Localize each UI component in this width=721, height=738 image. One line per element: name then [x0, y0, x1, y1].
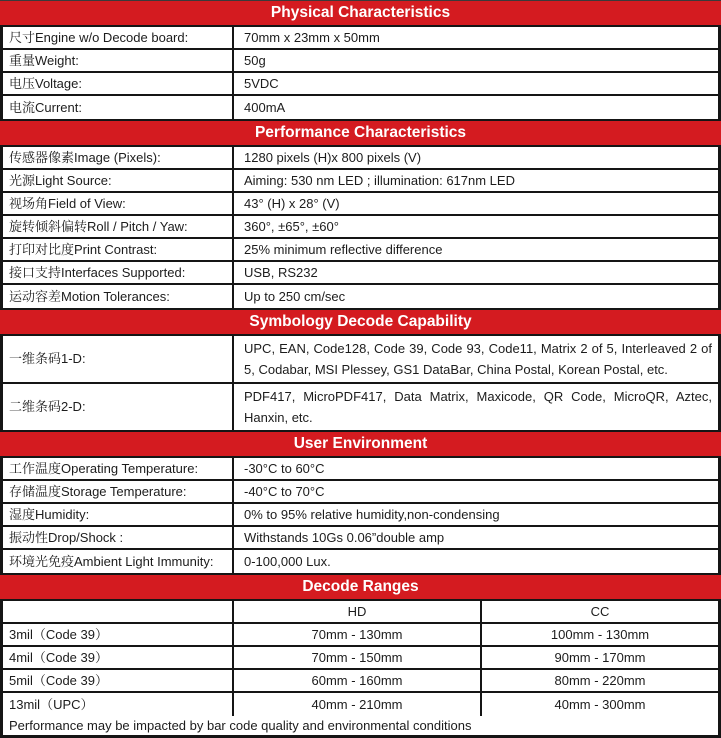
row-value: 25% minimum reflective difference	[232, 239, 718, 260]
section-header-symbology-decode-capability: Symbology Decode Capability	[0, 308, 721, 336]
row-value: 360°, ±65°, ±60°	[232, 216, 718, 237]
row-value: 0% to 95% relative humidity,non-condensing	[232, 504, 718, 525]
table-row	[3, 96, 718, 119]
row-label: 振动性Drop/Shock :	[9, 529, 124, 545]
row-label: 旋转倾斜偏转Roll / Pitch / Yaw:	[9, 218, 188, 234]
section-environment-rows	[0, 458, 721, 573]
row-label: 尺寸Engine w/o Decode board:	[9, 29, 189, 45]
row-value: 400mA	[232, 96, 718, 119]
table-row	[3, 550, 718, 573]
row-value: UPC, EAN, Code128, Code 39, Code 93, Code11, Matrix 2 of 5, Interleaved 2 of 5, Codabar, MSI Plessey, GS1 DataBar, China Postal, Korean Postal, etc.	[232, 336, 718, 382]
row-label: 13mil（UPC）	[9, 696, 94, 712]
decode-ranges-table	[0, 601, 721, 716]
row-label: 接口支持Interfaces Supported:	[9, 264, 186, 280]
row-value: -40°C to 70°C	[232, 481, 718, 502]
row-label: 一维条码1-D:	[9, 351, 86, 366]
table-row	[3, 647, 718, 670]
row-label: 工作温度Operating Temperature:	[9, 460, 199, 476]
table-row	[3, 239, 718, 262]
decode-cc-value: 90mm - 170mm	[480, 647, 718, 668]
table-row	[3, 336, 718, 384]
decode-cc-value: 40mm - 300mm	[480, 693, 718, 716]
row-value: 70mm x 23mm x 50mm	[232, 27, 718, 48]
table-row	[3, 481, 718, 504]
table-row	[3, 193, 718, 216]
decode-col-header-hd: HD	[232, 601, 480, 622]
row-value: Up to 250 cm/sec	[232, 285, 718, 308]
row-value: USB, RS232	[232, 262, 718, 283]
table-row	[3, 504, 718, 527]
table-row	[3, 670, 718, 693]
decode-hd-value: 60mm - 160mm	[232, 670, 480, 691]
row-value: 50g	[232, 50, 718, 71]
table-row	[3, 693, 718, 716]
row-label: 4mil（Code 39）	[9, 649, 108, 665]
row-value: 43° (H) x 28° (V)	[232, 193, 718, 214]
decode-hd-value: 40mm - 210mm	[232, 693, 480, 716]
section-header-user-environment: User Environment	[0, 430, 721, 458]
row-value: PDF417, MicroPDF417, Data Matrix, Maxicode, QR Code, MicroQR, Aztec, Hanxin, etc.	[232, 384, 718, 430]
row-label: 电压Voltage:	[9, 75, 82, 91]
row-value: 5VDC	[232, 73, 718, 94]
row-value: Withstands 10Gs 0.06”double amp	[232, 527, 718, 548]
decode-cc-value: 80mm - 220mm	[480, 670, 718, 691]
table-row	[3, 527, 718, 550]
section-header-performance-characteristics: Performance Characteristics	[0, 119, 721, 147]
section-symbology-rows	[0, 336, 721, 430]
table-row	[3, 285, 718, 308]
row-label: 重量Weight:	[9, 52, 79, 68]
row-label: 打印对比度Print Contrast:	[9, 241, 158, 257]
table-row	[3, 50, 718, 73]
table-row	[3, 458, 718, 481]
row-label: 湿度Humidity:	[9, 506, 90, 522]
decode-hd-value: 70mm - 150mm	[232, 647, 480, 668]
row-label: 存储温度Storage Temperature:	[9, 483, 187, 499]
row-value: Aiming: 530 nm LED ; illumination: 617nm LED	[232, 170, 718, 191]
decode-cc-value: 100mm - 130mm	[480, 624, 718, 645]
section-header-decode-ranges: Decode Ranges	[0, 573, 721, 601]
table-row	[3, 216, 718, 239]
row-label: 5mil（Code 39）	[9, 672, 108, 688]
decode-hd-value: 70mm - 130mm	[232, 624, 480, 645]
row-label: 二维条码2-D:	[9, 399, 86, 414]
decode-header-empty-cell	[3, 601, 232, 622]
table-row	[3, 147, 718, 170]
row-value: 0-100,000 Lux.	[232, 550, 718, 573]
table-row	[3, 262, 718, 285]
decode-col-header-cc: CC	[480, 601, 718, 622]
row-value: -30°C to 60°C	[232, 458, 718, 479]
row-label: 环境光免疫Ambient Light Immunity:	[9, 553, 214, 569]
table-row	[3, 384, 718, 430]
row-label: 运动容差Motion Tolerances:	[9, 288, 170, 304]
row-label: 传感器像素Image (Pixels):	[9, 149, 161, 165]
table-row	[3, 73, 718, 96]
table-row	[3, 170, 718, 193]
table-row	[3, 624, 718, 647]
footnote: Performance may be impacted by bar code quality and environmental conditions	[0, 716, 721, 738]
row-label: 光源Light Source:	[9, 172, 112, 188]
decode-header-row	[3, 601, 718, 624]
row-label: 电流Current:	[9, 99, 82, 115]
row-label: 视场角Field of View:	[9, 195, 126, 211]
table-row	[3, 27, 718, 50]
row-label: 3mil（Code 39）	[9, 626, 108, 642]
section-header-physical-characteristics: Physical Characteristics	[0, 0, 721, 27]
row-value: 1280 pixels (H)x 800 pixels (V)	[232, 147, 718, 168]
section-performance-rows	[0, 147, 721, 308]
section-physical-rows	[0, 27, 721, 119]
